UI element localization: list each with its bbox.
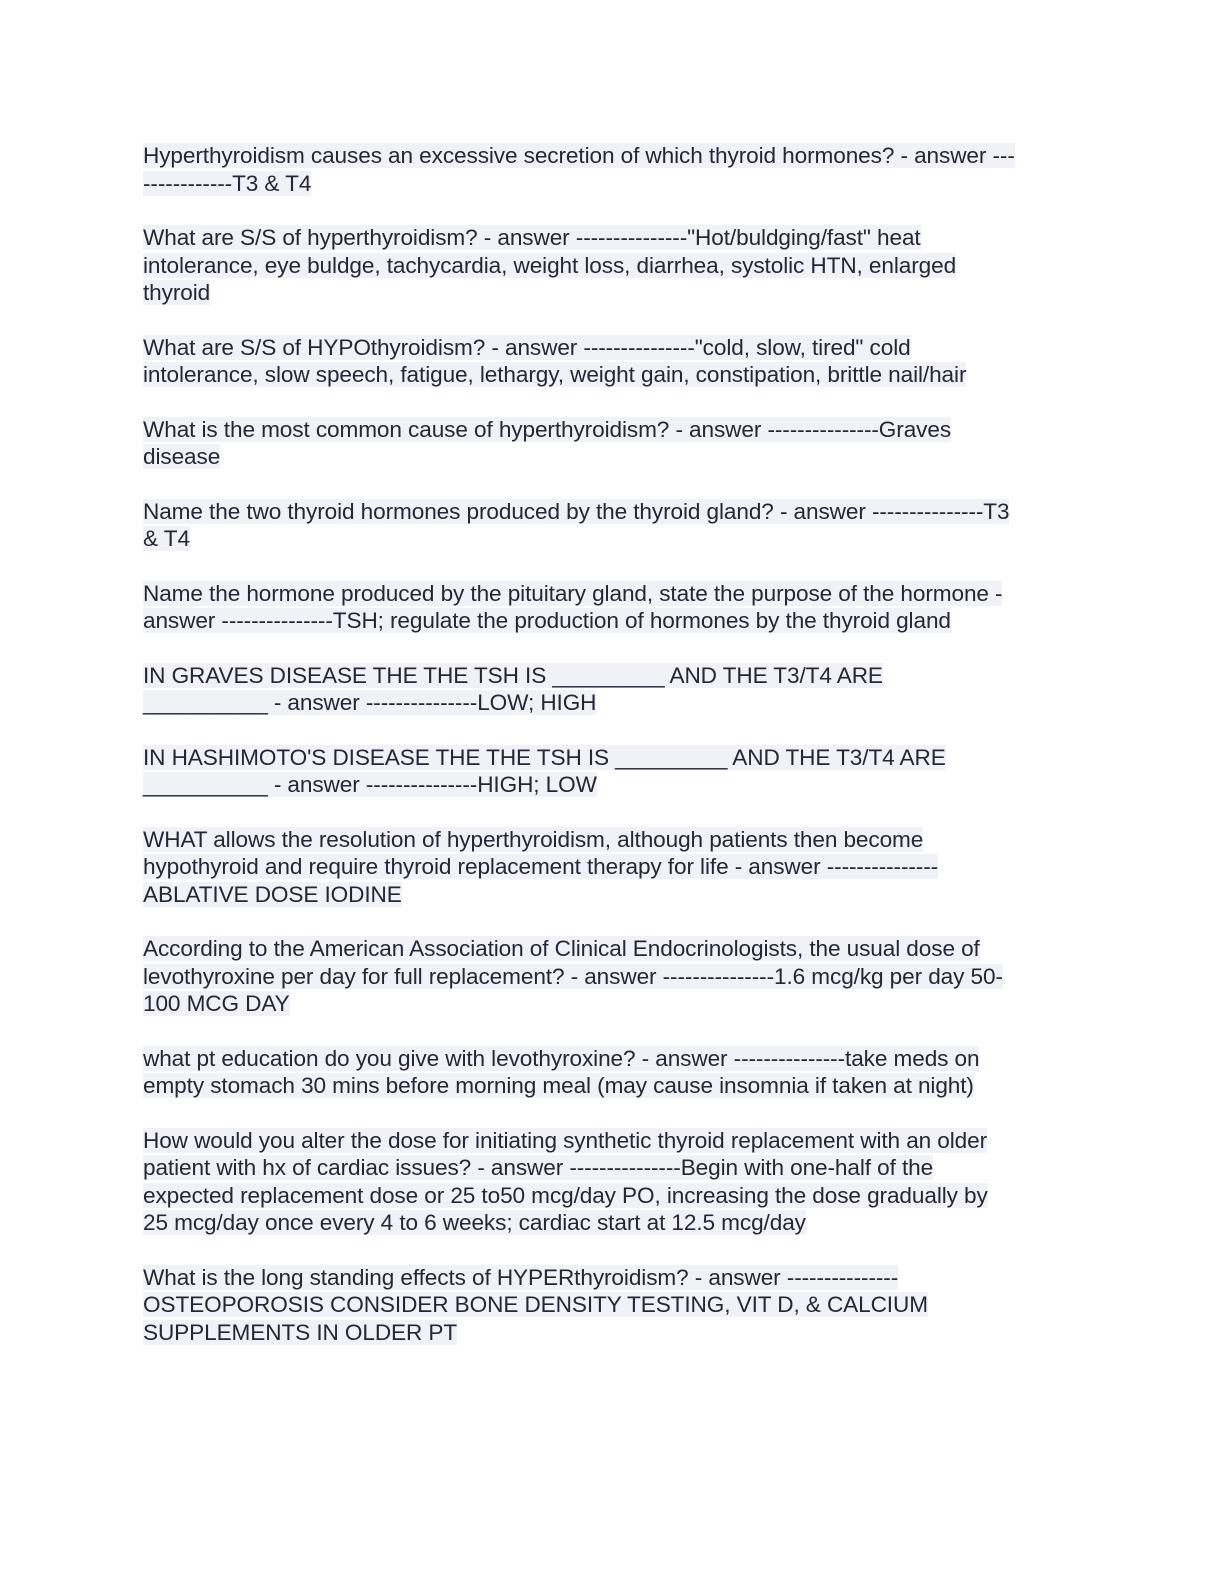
qa-line: & T4 [143, 526, 190, 551]
qa-line: What are S/S of HYPOthyroidism? - answer ---------------"cold, slow, tired" cold [143, 334, 911, 360]
qa-item [143, 142, 1073, 197]
qa-line: What is the long standing effects of HYPERthyroidism? - answer --------------- [143, 1264, 899, 1290]
qa-line: disease [143, 444, 221, 469]
qa-line: patient with hx of cardiac issues? - answer ---------------Begin with one-half of the [143, 1155, 934, 1180]
qa-line: IN HASHIMOTO'S DISEASE THE THE TSH IS _________ AND THE T3/T4 ARE [143, 744, 946, 770]
qa-item [143, 498, 1073, 553]
qa-item [143, 416, 1073, 471]
qa-item [143, 224, 1073, 307]
qa-line: __________ - answer ---------------HIGH; LOW [143, 772, 597, 797]
qa-line: OSTEOPOROSIS CONSIDER BONE DENSITY TESTING, VIT D, & CALCIUM [143, 1292, 928, 1317]
qa-list [143, 142, 1073, 1373]
qa-line: Name the hormone produced by the pituitary gland, state the purpose of the hormone - [143, 580, 1003, 606]
qa-line: thyroid [143, 280, 211, 305]
qa-item [143, 580, 1073, 635]
qa-line: Name the two thyroid hormones produced by the thyroid gland? - answer ---------------T3 [143, 498, 1010, 524]
qa-line: hypothyroid and require thyroid replacement therapy for life - answer --------------- [143, 854, 939, 879]
qa-line: SUPPLEMENTS IN OLDER PT [143, 1319, 458, 1345]
qa-item [143, 1264, 1073, 1347]
qa-line: answer ---------------TSH; regulate the production of hormones by the thyroid gland [143, 608, 951, 633]
qa-line: 25 mcg/day once every 4 to 6 weeks; cardiac start at 12.5 mcg/day [143, 1210, 806, 1235]
qa-line: __________ - answer ---------------LOW; HIGH [143, 690, 597, 715]
qa-line: 100 MCG DAY [143, 991, 290, 1016]
qa-item [143, 334, 1073, 389]
qa-line: Hyperthyroidism causes an excessive secretion of which thyroid hormones? - answer --- [143, 143, 1015, 168]
qa-line: How would you alter the dose for initiating synthetic thyroid replacement with an older [143, 1127, 988, 1153]
qa-line: ------------T3 & T4 [143, 170, 312, 196]
qa-line: What are S/S of hyperthyroidism? - answer ---------------"Hot/buldging/fast" heat [143, 225, 921, 250]
qa-line: intolerance, eye buldge, tachycardia, weight loss, diarrhea, systolic HTN, enlarged [143, 252, 957, 278]
qa-item [143, 1045, 1073, 1100]
qa-line: expected replacement dose or 25 to50 mcg/day PO, increasing the dose gradually by [143, 1182, 988, 1208]
qa-line: IN GRAVES DISEASE THE THE TSH IS _________ AND THE T3/T4 ARE [143, 662, 883, 688]
qa-item [143, 662, 1073, 717]
qa-line: According to the American Association of Clinical Endocrinologists, the usual dose of [143, 936, 980, 961]
qa-item [143, 826, 1073, 909]
qa-line: intolerance, slow speech, fatigue, lethargy, weight gain, constipation, brittle nail/hair [143, 362, 967, 387]
qa-line: what pt education do you give with levothyroxine? - answer ---------------take meds on [143, 1045, 980, 1071]
qa-line: empty stomach 30 mins before morning meal (may cause insomnia if taken at night) [143, 1073, 974, 1098]
qa-line: ABLATIVE DOSE IODINE [143, 881, 402, 907]
qa-item [143, 935, 1073, 1018]
qa-item [143, 1127, 1073, 1237]
qa-line: What is the most common cause of hyperthyroidism? - answer ---------------Graves [143, 416, 952, 442]
qa-line: WHAT allows the resolution of hyperthyroidism, although patients then become [143, 826, 924, 852]
qa-item [143, 744, 1073, 799]
qa-line: levothyroxine per day for full replacement? - answer ---------------1.6 mcg/kg per day 50- [143, 963, 1003, 989]
